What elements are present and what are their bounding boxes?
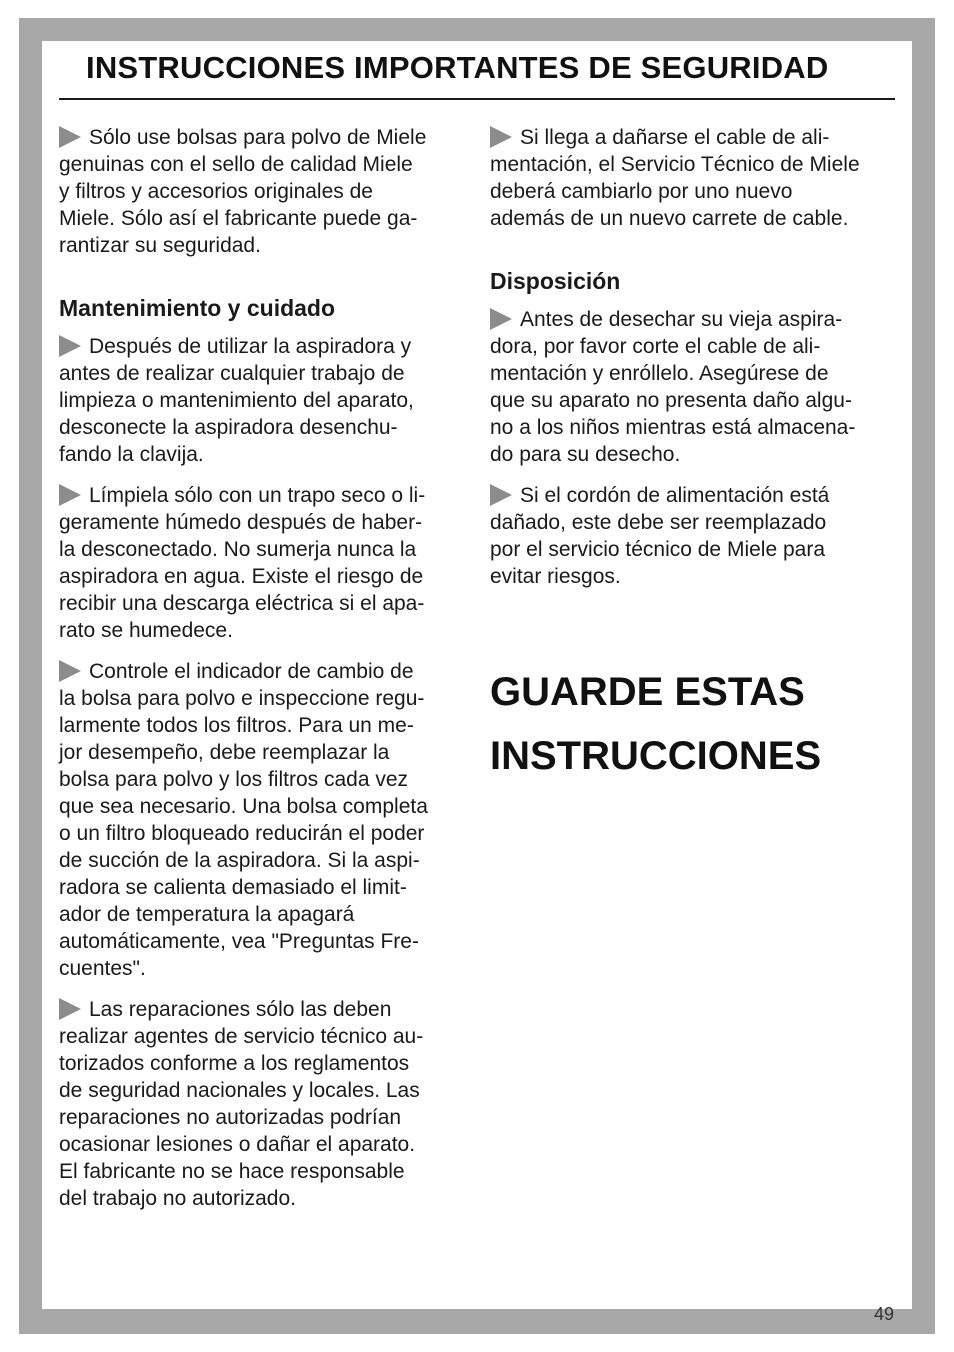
header-divider (59, 98, 895, 100)
keep-instructions-title: GUARDE ESTAS INSTRUCCIONES (490, 670, 822, 778)
triangle-arrow-icon (490, 484, 512, 506)
triangle-arrow-icon (490, 308, 512, 330)
list-item: Después de utilizar la aspiradora y antes de realizar cualquier trabajo de limpieza o mantenimiento del aparato, desconecte la aspiradora desenchu- fando la clavija. (59, 335, 414, 466)
triangle-arrow-icon (59, 335, 81, 357)
triangle-arrow-icon (59, 126, 81, 148)
list-item: Las reparaciones sólo las deben realizar agentes de servicio técnico au- torizados conforme a los reglamentos de seguridad nacionales y locales. Las reparaciones no autorizadas podrían ocasionar lesiones o dañar el aparato. El fabricante no se hace responsable del trabajo no autorizado. (59, 998, 424, 1210)
list-item: Si el cordón de alimentación está dañado, este debe ser reemplazado por el servicio técnico de Miele para evitar riesgos. (490, 484, 830, 588)
triangle-arrow-icon (59, 484, 81, 506)
list-item: Controle el indicador de cambio de la bolsa para polvo e inspeccione regu- larmente todos los filtros. Para un me- jor desempeño, debe reemplazar la bolsa para polvo y los filtros cada vez que sea necesario. Una bolsa completa o un filtro bloqueado reducirán el poder de succión de la aspiradora. Si la aspi- radora se calienta demasiado el limit- ador de temperatura la apagará automáticamente, vea "Preguntas Fre- cuentes". (59, 660, 428, 980)
list-item: Límpiela sólo con un trapo seco o li- geramente húmedo después de haber- la desconectado. No sumerja nunca la aspiradora en agua. Existe el riesgo de recibir una descarga eléctrica si el apa- rato se humedece. (59, 484, 426, 642)
triangle-arrow-icon (59, 998, 81, 1020)
intro-paragraph: Si llega a dañarse el cable de ali- mentación, el Servicio Técnico de Miele deberá cambiarlo por uno nuevo además de un nuevo carrete de cable. (490, 126, 860, 230)
section-heading-disposal: Disposición (490, 268, 621, 294)
intro-paragraph: Sólo use bolsas para polvo de Miele genuinas con el sello de calidad Miele y filtros y accesorios originales de Miele. Sólo así el fabricante puede ga- rantizar su seguridad. (59, 126, 427, 257)
left-column (59, 124, 467, 1226)
triangle-arrow-icon (490, 126, 512, 148)
triangle-arrow-icon (59, 660, 81, 682)
list-item: Antes de desechar su vieja aspira- dora, por favor corte el cable de ali- mentación y enróllelo. Asegúrese de que su aparato no presenta daño algu- no a los niños mientras está almacena- do para su desecho. (490, 308, 856, 466)
page-title: INSTRUCCIONES IMPORTANTES DE SEGURIDAD (86, 50, 829, 85)
section-heading-maintenance: Mantenimiento y cuidado (59, 295, 336, 321)
right-column (490, 124, 896, 604)
page-number: 49 (873, 1304, 894, 1324)
